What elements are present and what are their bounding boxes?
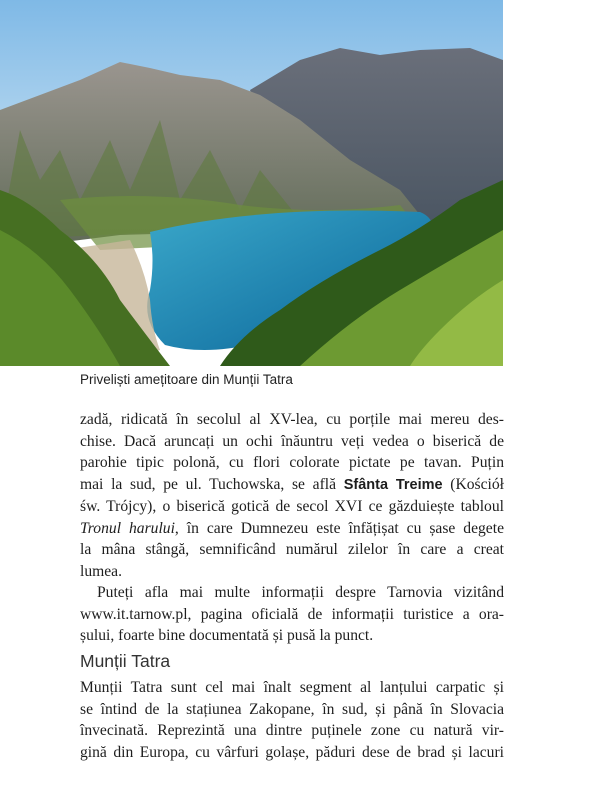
text-line: Munții Tatra sunt cel mai înalt segment al lanțului carpatic și (80, 679, 504, 696)
text-line: se întind de la stațiunea Zakopane, în sud, și până în Slovacia (80, 700, 504, 718)
text-line: parohie tipic polonă, cu flori colorate pictate pe tavan. Puțin (80, 454, 504, 471)
text-line: șului, foarte bine documentată și pusă la punct. (80, 627, 374, 644)
text-line: www.it.tarnow.pl, pagina oficială de informații turistice a ora- (80, 605, 504, 623)
text-line: gină din Europa, cu vârfuri golașe, păduri dese de brad și lacuri (80, 743, 504, 761)
text-line: mai la sud, pe ul. Tuchowska, se află Sfânta Treime (Kościół (80, 475, 504, 493)
text-line: învecinată. Reprezintă una dintre puținele zone cu natură vir- (80, 722, 504, 739)
text-line: Puteți afla mai multe informații despre Tarnovia vizitând (97, 584, 504, 601)
paragraph-tarnovia-church (80, 409, 504, 582)
section-1-text (80, 409, 504, 647)
paragraph-website (80, 582, 504, 647)
tatra-lake-photo (0, 0, 503, 366)
text-line: chise. Dacă aruncați un ochi înăuntru veți vedea o biserică de (80, 432, 504, 450)
photo-caption: Priveliști amețitoare din Munții Tatra (80, 372, 293, 387)
section-2-text (80, 677, 504, 763)
text-line: św. Trójcy), o biserică gotică de secol XVI ce găzduiește tabloul (80, 498, 504, 515)
highlight-sfanta-treime: Sfânta Treime (343, 476, 443, 493)
text-line: Tronul harului, în care Dumnezeu este înfățișat cu șase degete (80, 519, 504, 537)
text-line: zadă, ridicată în secolul al XV-lea, cu porțile mai mereu des- (80, 411, 504, 428)
painting-title: Tronul harului (80, 519, 175, 537)
section-heading-tatra: Munții Tatra (80, 651, 171, 671)
text-line: lumea. (80, 562, 122, 580)
paragraph-tatra (80, 677, 504, 763)
text-line: la mâna stângă, semnificând numărul zilelor în care a creat (80, 541, 504, 558)
